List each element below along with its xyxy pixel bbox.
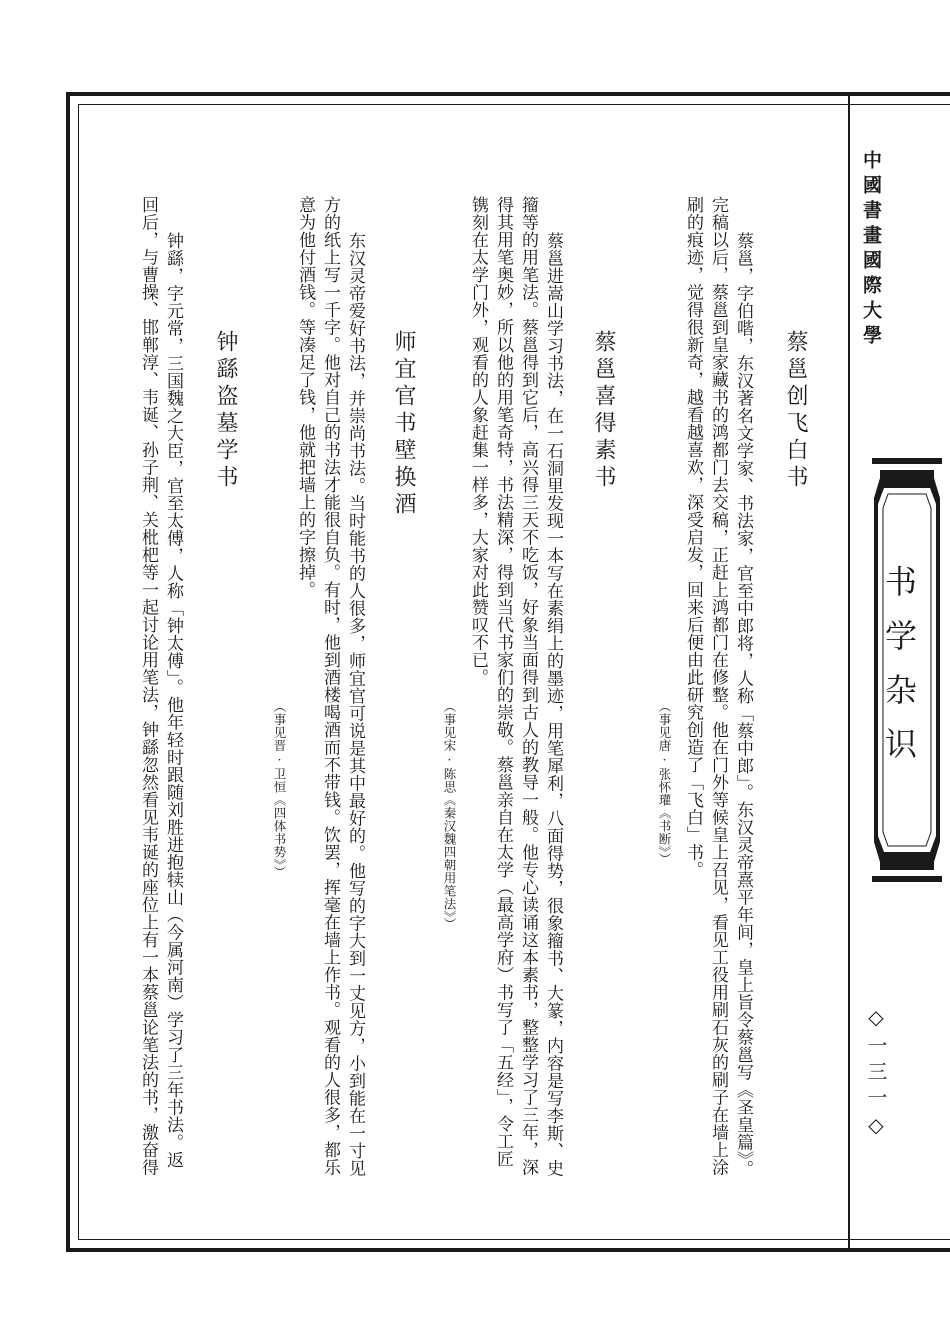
text-column: 蔡邕进嵩山学习书法，在一石洞里发现一本写在素绢上的墨迹，用笔犀利，八面得势，很象籀书、大篆，内容是写李斯、史 xyxy=(543,232,563,1177)
text-column: 东汉灵帝爱好书法，并崇尚书法。当时能书的人很多，师宜官可说是其中最好的。他写的字大到一丈见方，小到能在一寸见 xyxy=(345,232,365,1177)
source-note: （事见晋·卫恒《四体书势》） xyxy=(272,700,287,879)
text-column: 镌刻在太学门外，观看的人象赶集一样多，大家对此赞叹不已。 xyxy=(468,196,488,686)
source-note: （事见唐·张怀瓘《书断》） xyxy=(657,700,672,866)
series-banner-top-bar xyxy=(872,458,942,464)
section-title: 蔡邕喜得素书 xyxy=(591,330,616,492)
sidebar-divider xyxy=(848,92,850,1252)
text-column: 籀等的用笔法。蔡邕得到它后，高兴得三天不吃饭，好象当面得到古人的教导一般。他专心读诵这本素书，整整学习了三年，深 xyxy=(518,196,538,1176)
series-title: 书学杂识 xyxy=(880,565,918,781)
source-note: （事见宋·陈思《秦汉魏四朝用笔法》） xyxy=(442,700,457,931)
series-banner-bottom-bar xyxy=(872,876,942,882)
text-column: 完稿以后，蔡邕到皇家藏书的鸿都门去交稿，正赶上鸿都门在修整。他在门外等候皇上召见，看见工役用刷石灰的刷子在墙上涂 xyxy=(708,196,728,1176)
text-column: 蔡邕，字伯喈，东汉著名文学家、书法家，官至中郎将，人称「蔡中郎」。东汉灵帝熹平年间，皇上旨令蔡邕写《圣皇篇》。 xyxy=(733,232,753,1178)
text-column: 意为他付酒钱。等凑足了钱，他就把墙上的字擦掉。 xyxy=(295,196,315,599)
section-title: 蔡邕创飞白书 xyxy=(783,330,808,492)
section-title: 师宜官书壁换酒 xyxy=(391,330,416,519)
text-column: 方的纸上写一千字。他对自己的书法才能很自负。有时，他到酒楼喝酒而不带钱。饮罢，挥毫在墙上作书。观看的人很多，都乐 xyxy=(320,196,340,1176)
text-column: 得其用笔奥妙，所以他的用笔奇特，书法精深，得到当代书家们的崇敬。蔡邕亲自在太学（最高学府）书写了「五经」，令工匠 xyxy=(493,196,513,1168)
text-column: 回后，与曹操、邯郸淳、韦诞、孙子荆、关枇杷等一起讨论用笔法，钟繇忽然看见韦诞的座位上有一本蔡邕论笔法的书，激奋得 xyxy=(138,196,158,1176)
school-name: 中國書畫國際大學 xyxy=(860,150,882,350)
page-frame-inner xyxy=(78,104,950,1240)
text-column: 刷的痕迹，觉得很新奇，越看越喜欢，深受启发，回来后便由此研究创造了「飞白」书。 xyxy=(683,196,703,879)
page-number: ◇一三一◇ xyxy=(864,1005,888,1143)
section-title: 钟繇盗墓学书 xyxy=(213,330,238,492)
text-column: 钟繇，字元常，三国魏之大臣，官至太傅，人称「钟太傅」。他年轻时跟随刘胜进抱犊山（今属河南）学习了三年书法。返 xyxy=(163,232,183,1169)
